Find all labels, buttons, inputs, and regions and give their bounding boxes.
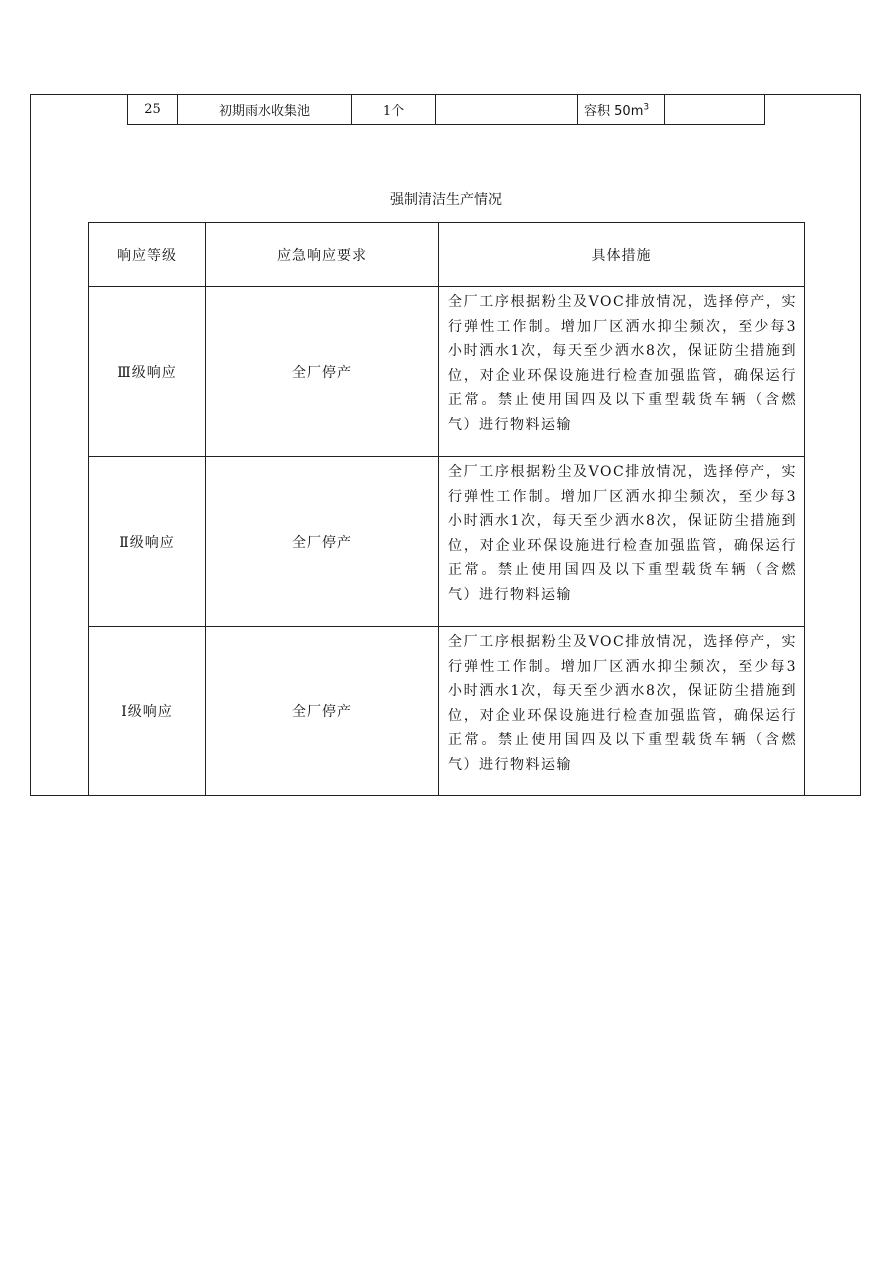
facility-note — [665, 95, 765, 125]
response-measures-table — [88, 222, 805, 796]
header-measures: 具体措施 — [439, 223, 805, 287]
response-level: Ⅲ级响应 — [89, 287, 206, 457]
table-row — [89, 627, 805, 796]
volume-value: 50m — [614, 104, 644, 119]
volume-label: 容积 — [584, 104, 611, 119]
response-measure: 全厂工序根据粉尘及VOC排放情况，选择停产，实行弹性工作制。增加厂区洒水抑尘频次，至少每3小时洒水1次，每天至少洒水8次，保证防尘措施到位，对企业环保设施进行检查加强监管，确保运行正常。禁止使用国四及以下重型载货车辆（含燃气）进行物料运输 — [439, 457, 805, 627]
response-requirement: 全厂停产 — [206, 287, 439, 457]
header-level: 响应等级 — [89, 223, 206, 287]
facility-quantity: 1个 — [352, 95, 436, 125]
facility-name: 初期雨水收集池 — [178, 95, 352, 125]
table-row — [128, 95, 765, 125]
response-level: Ⅱ级响应 — [89, 457, 206, 627]
header-requirement: 应急响应要求 — [206, 223, 439, 287]
table-row — [89, 287, 805, 457]
table-row — [89, 457, 805, 627]
response-measure: 全厂工序根据粉尘及VOC排放情况，选择停产，实行弹性工作制。增加厂区洒水抑尘频次，至少每3小时洒水1次，每天至少洒水8次，保证防尘措施到位，对企业环保设施进行检查加强监管，确保运行正常。禁止使用国四及以下重型载货车辆（含燃气）进行物料运输 — [439, 627, 805, 796]
response-requirement: 全厂停产 — [206, 457, 439, 627]
table-header-row — [89, 223, 805, 287]
facility-spec — [436, 95, 578, 125]
volume-exponent: 3 — [643, 102, 650, 113]
response-measure: 全厂工序根据粉尘及VOC排放情况，选择停产，实行弹性工作制。增加厂区洒水抑尘频次，至少每3小时洒水1次，每天至少洒水8次，保证防尘措施到位，对企业环保设施进行检查加强监管，确保运行正常。禁止使用国四及以下重型载货车辆（含燃气）进行物料运输 — [439, 287, 805, 457]
section-title: 强制清洁生产情况 — [390, 192, 502, 208]
response-requirement: 全厂停产 — [206, 627, 439, 796]
response-level: Ⅰ级响应 — [89, 627, 206, 796]
facility-volume — [578, 95, 665, 125]
facility-table — [127, 94, 765, 125]
row-number: 25 — [128, 95, 178, 125]
